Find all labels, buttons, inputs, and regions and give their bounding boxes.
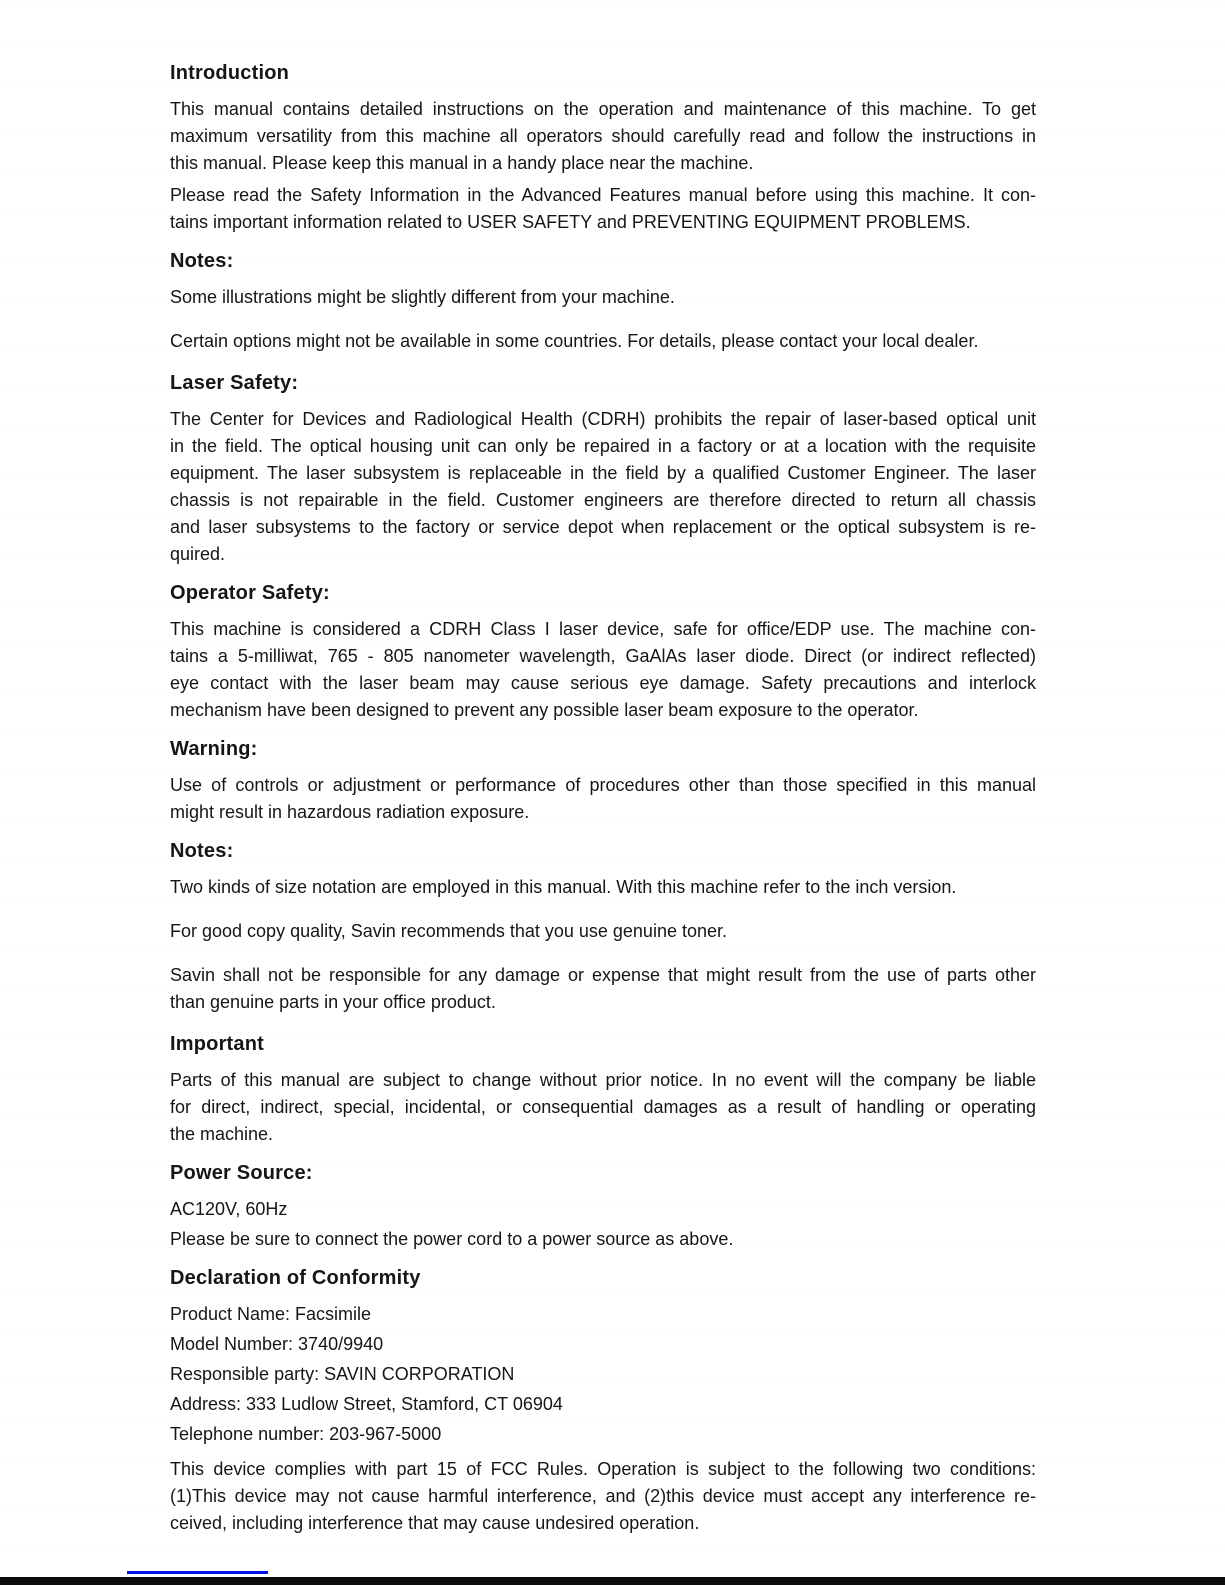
section-heading: Notes: (170, 250, 234, 272)
paragraph (170, 182, 1036, 236)
text-line: in the field. The optical housing unit can only be repaired in a factory or at a location with the requisite (170, 436, 1036, 456)
section-heading: Operator Safety: (170, 582, 330, 604)
text-line: Savin shall not be responsible for any damage or expense that might result from the use of parts other (170, 965, 1036, 985)
paragraph (170, 616, 1036, 724)
text-line: mechanism have been designed to prevent any possible laser beam exposure to the operator. (170, 700, 919, 720)
section-notes-2 (170, 840, 1036, 1016)
section-laser-safety (170, 372, 1036, 568)
text-line-block (170, 1301, 1036, 1328)
section-heading: Notes: (170, 840, 234, 862)
text-line: (1)This device may not cause harmful interference, and (2)this device must accept any interference re- (170, 1486, 1036, 1506)
text-line: AC120V, 60Hz (170, 1199, 288, 1219)
scan-edge-bar (0, 1577, 1225, 1585)
text-line: equipment. The laser subsystem is replaceable in the field by a qualified Customer Engineer. The laser (170, 463, 1036, 483)
text-line: ceived, including interference that may cause undesired operation. (170, 1513, 700, 1533)
section-operator-safety (170, 582, 1036, 724)
text-line: eye contact with the laser beam may cause serious eye damage. Safety precautions and interlock (170, 673, 1036, 693)
section-declaration-of-conformity (170, 1267, 1036, 1537)
text-line: Two kinds of size notation are employed in this manual. With this machine refer to the inch version. (170, 877, 957, 897)
text-line: Telephone number: 203-967-5000 (170, 1424, 442, 1444)
text-line: Please be sure to connect the power cord to a power source as above. (170, 1229, 734, 1249)
paragraph (170, 1067, 1036, 1148)
text-line-block (170, 1331, 1036, 1358)
paragraph (170, 962, 1036, 1016)
paragraph (170, 918, 1036, 945)
paragraph (170, 284, 1036, 311)
text-line: Address: 333 Ludlow Street, Stamford, CT 06904 (170, 1394, 563, 1414)
text-line: quired. (170, 544, 226, 564)
section-heading: Important (170, 1033, 265, 1055)
text-line: This manual contains detailed instructions on the operation and maintenance of this machine. To get (170, 99, 1036, 119)
section-notes-1 (170, 250, 1036, 355)
text-line: This machine is considered a CDRH Class I laser device, safe for office/EDP use. The machine con- (170, 619, 1036, 639)
text-line-block (170, 1421, 1036, 1448)
paragraph (170, 328, 1036, 355)
text-line: Parts of this manual are subject to change without prior notice. In no event will the company be liable (170, 1070, 1036, 1090)
text-line: chassis is not repairable in the field. Customer engineers are therefore directed to return all chassis (170, 490, 1036, 510)
text-line: for direct, indirect, special, incidental, or consequential damages as a result of handling or operating (170, 1097, 1036, 1117)
section-important (170, 1033, 1036, 1148)
paragraph (170, 874, 1036, 901)
text-line: For good copy quality, Savin recommends that you use genuine toner. (170, 921, 727, 941)
text-line: Certain options might not be available in some countries. For details, please contact your local dealer. (170, 331, 979, 351)
section-introduction (170, 62, 1036, 236)
text-line: Please read the Safety Information in the Advanced Features manual before using this machine. It con- (170, 185, 1036, 205)
text-line: Responsible party: SAVIN CORPORATION (170, 1364, 515, 1384)
text-line: Some illustrations might be slightly different from your machine. (170, 287, 675, 307)
paragraph (170, 406, 1036, 568)
section-power-source (170, 1162, 1036, 1253)
text-line-block (170, 1196, 1036, 1223)
section-heading: Declaration of Conformity (170, 1267, 421, 1289)
text-line: maximum versatility from this machine all operators should carefully read and follow the instructions in (170, 126, 1036, 146)
section-heading: Laser Safety: (170, 372, 299, 394)
section-heading: Introduction (170, 62, 290, 84)
text-line: tains a 5-milliwat, 765 - 805 nanometer wavelength, GaAlAs laser diode. Direct (or indirect reflected) (170, 646, 1036, 666)
text-line: This device complies with part 15 of FCC Rules. Operation is subject to the following two conditions: (170, 1459, 1036, 1479)
section-heading: Warning: (170, 738, 258, 760)
text-line: Model Number: 3740/9940 (170, 1334, 384, 1354)
page-content (170, 0, 1036, 1542)
footer-rule (127, 1571, 268, 1574)
section-warning (170, 738, 1036, 826)
text-line-block (170, 1391, 1036, 1418)
text-line: and laser subsystems to the factory or service depot when replacement or the optical subsystem is re- (170, 517, 1036, 537)
text-line: tains important information related to USER SAFETY and PREVENTING EQUIPMENT PROBLEMS. (170, 212, 971, 232)
text-line-block (170, 1226, 1036, 1253)
paragraph (170, 1456, 1036, 1537)
text-line: than genuine parts in your office product. (170, 992, 496, 1012)
paragraph (170, 96, 1036, 177)
text-line-block (170, 1361, 1036, 1388)
paragraph (170, 772, 1036, 826)
text-line: Use of controls or adjustment or performance of procedures other than those specified in this manual (170, 775, 1036, 795)
text-line: the machine. (170, 1124, 274, 1144)
section-heading: Power Source: (170, 1162, 313, 1184)
text-line: The Center for Devices and Radiological Health (CDRH) prohibits the repair of laser-based optical unit (170, 409, 1036, 429)
text-line: this manual. Please keep this manual in a handy place near the machine. (170, 153, 754, 173)
text-line: might result in hazardous radiation exposure. (170, 802, 530, 822)
text-line: Product Name: Facsimile (170, 1304, 372, 1324)
